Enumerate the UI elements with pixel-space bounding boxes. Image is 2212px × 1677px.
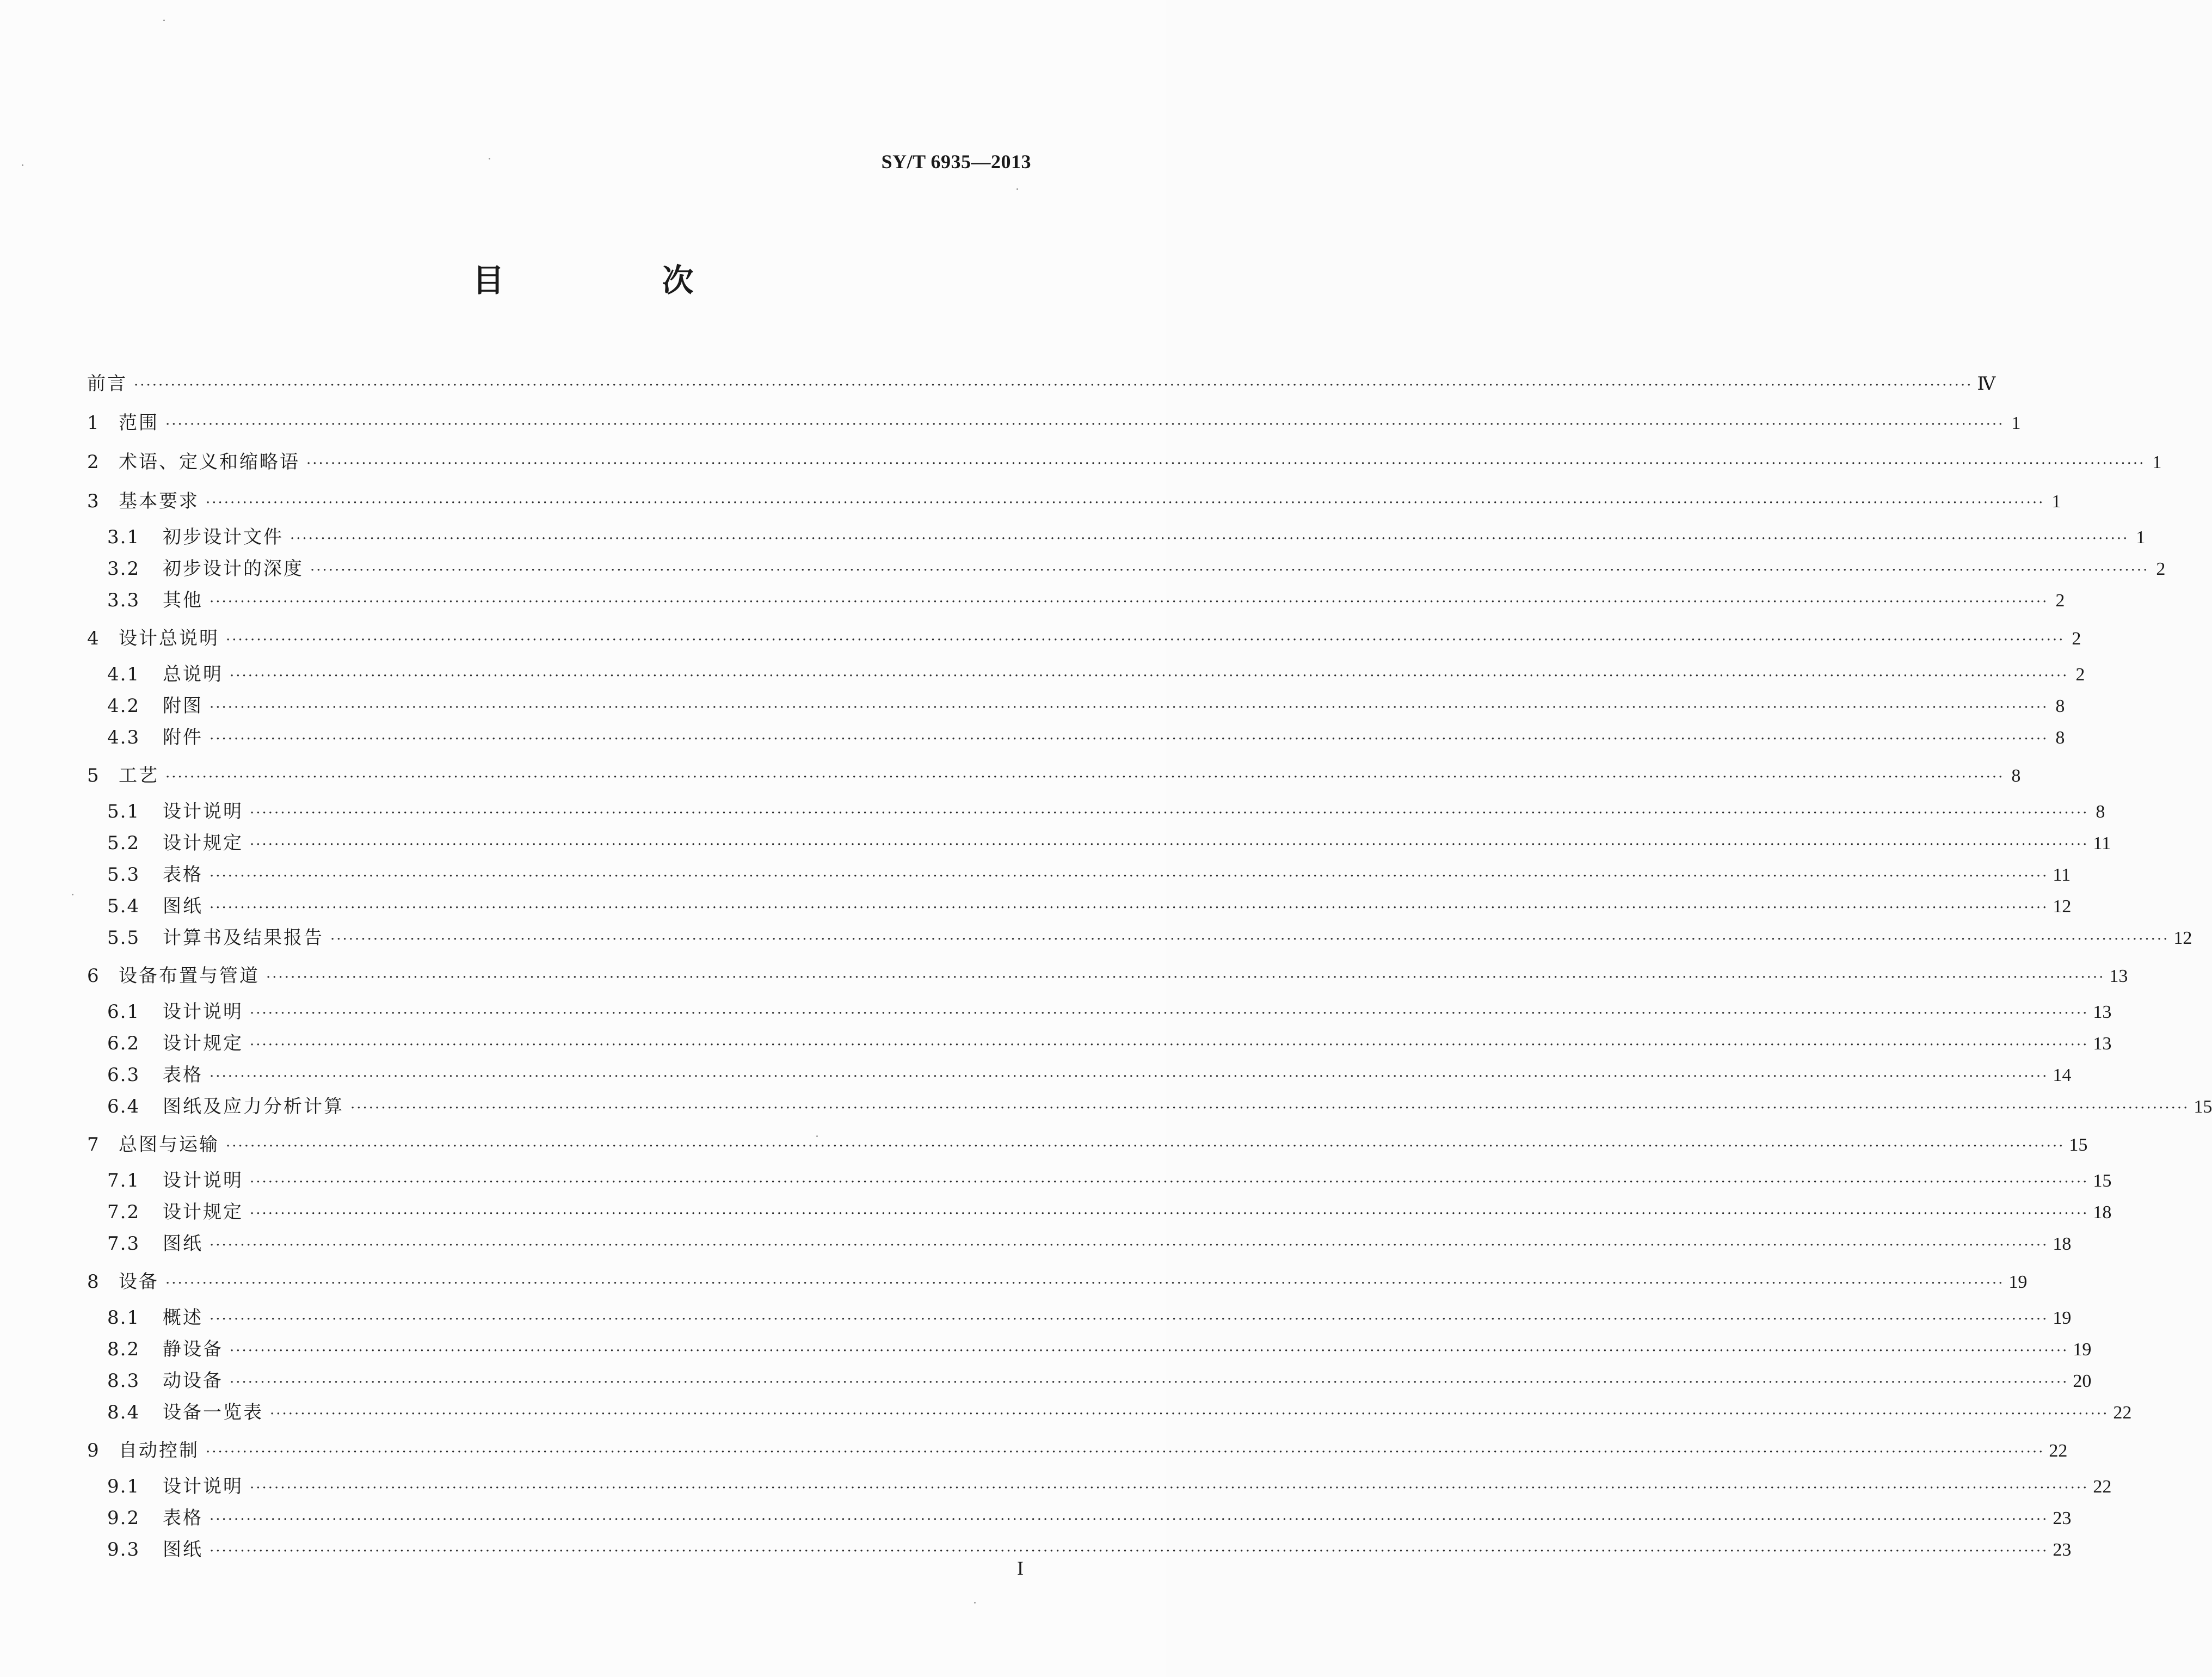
toc-entry-page: 15: [2093, 1171, 2112, 1191]
toc-entry-page: 15: [2193, 1097, 2212, 1117]
toc-entry-label: 计算书及结果报告: [163, 927, 324, 949]
toc-leader-dots: ············································································································································································································································································································: [210, 731, 2049, 747]
toc-leader-dots: ············································································································································································································································································································: [290, 531, 2129, 547]
toc-leader-dots: ············································································································································································································································································································: [210, 699, 2049, 716]
toc-entry-label: 范围: [119, 412, 159, 434]
toc-entry-number: 7.3: [107, 1233, 140, 1255]
toc-entry-label: 图纸: [163, 895, 203, 917]
toc-entry[interactable]: [87, 962, 2128, 990]
toc-leader-dots: ············································································································································································································································································································: [210, 1543, 2049, 1559]
toc-entry-page: 14: [2053, 1065, 2072, 1085]
scan-speck: [72, 894, 73, 895]
toc-entry-number: 9: [87, 1440, 99, 1461]
toc-entry-page: 8: [2055, 696, 2065, 716]
toc-entry-label: 静设备: [163, 1338, 223, 1360]
toc-entry-number: 2: [87, 451, 99, 473]
toc-entry-number: 6.2: [107, 1033, 140, 1054]
toc-entry-label: 设计说明: [163, 801, 243, 822]
toc-entry[interactable]: [107, 1230, 2072, 1257]
toc-entry-label: 术语、定义和缩略语: [119, 451, 300, 473]
toc-entry-number: 5.4: [107, 895, 140, 917]
toc-leader-dots: ············································································································································································································································································································: [230, 1343, 2069, 1359]
toc-entry-page: 22: [2093, 1477, 2112, 1497]
toc-leader-dots: ············································································································································································································································································································: [210, 594, 2049, 610]
toc-leader-dots: ············································································································································································································································································································: [226, 632, 2065, 648]
toc-entry[interactable]: [87, 1437, 2068, 1464]
toc-entry-number: 9.3: [107, 1539, 140, 1561]
toc-entry-label: 其他: [163, 589, 203, 611]
scan-speck: [22, 164, 23, 166]
toc-entry-label: 图纸及应力分析计算: [163, 1096, 344, 1117]
toc-entry[interactable]: [107, 1061, 2072, 1089]
toc-entry-number: 7.1: [107, 1170, 140, 1191]
toc-leader-dots: ············································································································································································································································································································: [310, 562, 2149, 579]
toc-leader-dots: ············································································································································································································································································································: [250, 1005, 2089, 1022]
toc-entry-number: 8.4: [107, 1402, 140, 1423]
toc-entry-number: 6.3: [107, 1064, 140, 1086]
toc-entry[interactable]: [87, 449, 2162, 476]
toc-entry-label: 图纸: [163, 1539, 203, 1561]
toc-entry-page: 12: [2173, 928, 2192, 948]
toc-entry[interactable]: [107, 661, 2085, 688]
toc-entry[interactable]: [107, 1199, 2112, 1226]
toc-entry[interactable]: [107, 724, 2065, 751]
toc-entry-label: 自动控制: [119, 1440, 199, 1461]
toc-entry-label: 概述: [163, 1307, 203, 1329]
toc-entry-page: 2: [2072, 629, 2081, 649]
toc-entry-label: 表格: [163, 1507, 203, 1529]
toc-leader-dots: ············································································································································································································································································································: [250, 1037, 2089, 1053]
toc-entry-label: 设计总说明: [119, 628, 219, 649]
toc-entry[interactable]: [107, 524, 2146, 551]
toc-entry-number: 6: [87, 965, 99, 987]
toc-entry-page: 19: [2053, 1308, 2072, 1328]
toc-entry-number: 4: [87, 628, 99, 649]
scan-speck: [974, 1602, 976, 1604]
page-title: 目 次: [472, 262, 757, 299]
toc-entry-label: 设备: [119, 1271, 159, 1293]
toc-entry[interactable]: [107, 1336, 2092, 1363]
toc-entry-label: 设备一览表: [163, 1402, 263, 1423]
toc-entry-number: 1: [87, 412, 99, 434]
toc-entry-page: 19: [2073, 1340, 2092, 1360]
toc-entry-label: 设计说明: [163, 1170, 243, 1191]
toc-entry-number: 6.1: [107, 1001, 140, 1023]
toc-entry-page: 20: [2073, 1371, 2092, 1391]
toc-entry[interactable]: [87, 1131, 2088, 1158]
toc-entry[interactable]: [87, 762, 2021, 789]
toc-entry-label: 表格: [163, 1064, 203, 1086]
toc-leader-dots: ············································································································································································································································································································: [210, 900, 2049, 916]
toc-leader-dots: ············································································································································································································································································································: [250, 805, 2089, 821]
toc-entry-page: 11: [2093, 833, 2111, 853]
toc-leader-dots: ············································································································································································································································································································: [210, 1237, 2049, 1254]
toc-entry[interactable]: [87, 488, 2061, 515]
toc-entry-label: 前言: [87, 373, 127, 395]
toc-leader-dots: ············································································································································································································································································································: [165, 1275, 2005, 1292]
toc-entry[interactable]: [107, 555, 2166, 582]
toc-entry[interactable]: [107, 893, 2072, 920]
toc-entry-number: 3.1: [107, 526, 140, 548]
toc-entry-page: 13: [2093, 1034, 2112, 1054]
toc-entry-page: 1: [2136, 527, 2146, 548]
toc-entry-page: 1: [2152, 452, 2162, 472]
toc-entry-page: 18: [2053, 1234, 2072, 1254]
toc-entry-label: 表格: [163, 864, 203, 886]
toc-leader-dots: ············································································································································································································································································································: [330, 931, 2170, 948]
toc-entry-label: 设计说明: [163, 1001, 243, 1023]
toc-entry[interactable]: [87, 1268, 2028, 1295]
toc-entry-number: 3.2: [107, 558, 140, 580]
toc-entry-page: 1: [2011, 413, 2021, 433]
toc-entry-label: 总图与运输: [119, 1134, 219, 1156]
toc-leader-dots: ············································································································································································································································································································: [210, 1311, 2049, 1328]
toc-entry[interactable]: [107, 798, 2105, 825]
toc-entry-page: 2: [2055, 591, 2065, 611]
toc-entry[interactable]: [107, 861, 2071, 888]
toc-entry-number: 7.2: [107, 1201, 140, 1223]
toc-entry-label: 附图: [163, 695, 203, 717]
toc-entry[interactable]: [87, 370, 1996, 397]
toc-leader-dots: ············································································································································································································································································································: [306, 456, 2146, 472]
toc-entry-label: 附件: [163, 727, 203, 748]
toc-entry-number: 8.1: [107, 1307, 140, 1329]
toc-entry-label: 设计规定: [163, 832, 243, 854]
toc-entry-page: 15: [2069, 1135, 2088, 1155]
page-number: I: [1017, 1557, 1024, 1579]
toc-entry-label: 设计规定: [163, 1033, 243, 1054]
scan-speck: [489, 158, 490, 159]
toc-entry[interactable]: [107, 830, 2111, 857]
toc-leader-dots: ············································································································································································································································································································: [266, 969, 2105, 986]
toc-leader-dots: ············································································································································································································································································································: [165, 769, 2005, 785]
toc-entry-number: 8.2: [107, 1338, 140, 1360]
toc-entry-label: 图纸: [163, 1233, 203, 1255]
toc-leader-dots: ············································································································································································································································································································: [230, 668, 2069, 684]
toc-leader-dots: ············································································································································································································································································································: [250, 837, 2089, 853]
toc-entry-number: 5.5: [107, 927, 140, 949]
toc-entry-number: 3: [87, 490, 99, 512]
toc-leader-dots: ············································································································································································································································································································: [165, 416, 2005, 433]
toc-entry[interactable]: [107, 1367, 2092, 1395]
toc-leader-dots: ············································································································································································································································································································: [230, 1374, 2069, 1391]
toc-entry-page: 8: [2096, 802, 2105, 822]
toc-entry-page: 11: [2053, 865, 2071, 885]
toc-leader-dots: ············································································································································································································································································································: [250, 1206, 2089, 1222]
toc-entry-label: 基本要求: [119, 490, 199, 512]
toc-leader-dots: ············································································································································································································································································································: [250, 1174, 2089, 1190]
toc-entry-page: 1: [2051, 492, 2061, 512]
toc-entry-label: 初步设计文件: [163, 526, 284, 548]
toc-leader-dots: ············································································································································································································································································································: [206, 1444, 2045, 1460]
toc-entry-number: 9.2: [107, 1507, 140, 1529]
toc-entry-label: 设计规定: [163, 1201, 243, 1223]
toc-leader-dots: ············································································································································································································································································································: [210, 868, 2049, 884]
toc-leader-dots: ············································································································································································································································································································: [350, 1100, 2190, 1116]
toc-leader-dots: ············································································································································································································································································································: [250, 1480, 2089, 1496]
toc-leader-dots: ············································································································································································································································································································: [210, 1512, 2049, 1528]
toc-entry[interactable]: [107, 1536, 2072, 1563]
toc-entry-label: 设备布置与管道: [119, 965, 260, 987]
toc-entry[interactable]: [107, 924, 2192, 951]
toc-entry-page: 12: [2053, 896, 2072, 917]
toc-entry-number: 4.1: [107, 664, 140, 685]
toc-entry-number: 4.2: [107, 695, 140, 717]
toc-entry[interactable]: [107, 1167, 2112, 1194]
toc-entry-label: 初步设计的深度: [163, 558, 304, 580]
toc-entry[interactable]: [107, 1304, 2072, 1331]
toc-entry-page: 18: [2093, 1202, 2112, 1223]
toc-entry[interactable]: [107, 1473, 2112, 1500]
toc-entry[interactable]: [107, 692, 2065, 720]
toc-entry-page: 22: [2049, 1441, 2068, 1461]
toc-entry-page: 22: [2113, 1403, 2132, 1423]
toc-entry-number: 9.1: [107, 1476, 140, 1497]
toc-entry-number: 8.3: [107, 1370, 140, 1392]
toc-entry-number: 5: [87, 765, 99, 787]
toc-entry-label: 动设备: [163, 1370, 223, 1392]
toc-entry[interactable]: [87, 625, 2081, 652]
toc-leader-dots: ············································································································································································································································································································: [206, 495, 2045, 511]
standard-code: SY/T 6935—2013: [881, 151, 1031, 173]
toc-entry[interactable]: [107, 1399, 2132, 1426]
toc-entry[interactable]: [107, 998, 2112, 1025]
toc-leader-dots: ············································································································································································································································································································: [134, 377, 1973, 394]
toc-entry-page: Ⅳ: [1977, 374, 1996, 394]
toc-leader-dots: ············································································································································································································································································································: [210, 1068, 2049, 1085]
toc-entry-page: 19: [2008, 1272, 2028, 1292]
toc-entry-page: 23: [2053, 1540, 2072, 1560]
toc-entry[interactable]: [107, 1093, 2212, 1120]
toc-entry-number: 6.4: [107, 1096, 140, 1117]
toc-entry[interactable]: [87, 409, 2021, 437]
toc-entry-page: 8: [2011, 766, 2021, 786]
toc-leader-dots: ············································································································································································································································································································: [270, 1406, 2109, 1422]
toc-entry-number: 5.1: [107, 801, 140, 822]
toc-leader-dots: ············································································································································································································································································································: [226, 1138, 2065, 1154]
toc-entry[interactable]: [107, 1504, 2072, 1532]
toc-entry-page: 13: [2093, 1002, 2112, 1022]
scan-speck: [163, 20, 165, 21]
toc-entry[interactable]: [107, 587, 2065, 614]
toc-entry-number: 5.3: [107, 864, 140, 886]
scan-speck: [816, 1135, 818, 1137]
toc-entry-page: 13: [2109, 966, 2128, 986]
toc-entry-page: 2: [2156, 559, 2166, 579]
toc-entry-label: 总说明: [163, 664, 223, 685]
toc-entry-label: 工艺: [119, 765, 159, 787]
toc-entry-number: 4.3: [107, 727, 140, 748]
toc-entry-number: 5.2: [107, 832, 140, 854]
toc-entry-page: 2: [2075, 665, 2085, 685]
toc-entry-number: 8: [87, 1271, 99, 1293]
toc-entry-label: 设计说明: [163, 1476, 243, 1497]
toc-entry-page: 8: [2055, 728, 2065, 748]
toc-entry-number: 7: [87, 1134, 99, 1156]
toc-entry-number: 3.3: [107, 589, 140, 611]
toc-entry[interactable]: [107, 1030, 2112, 1057]
toc-entry-page: 23: [2053, 1508, 2072, 1528]
scan-speck: [1016, 188, 1018, 190]
